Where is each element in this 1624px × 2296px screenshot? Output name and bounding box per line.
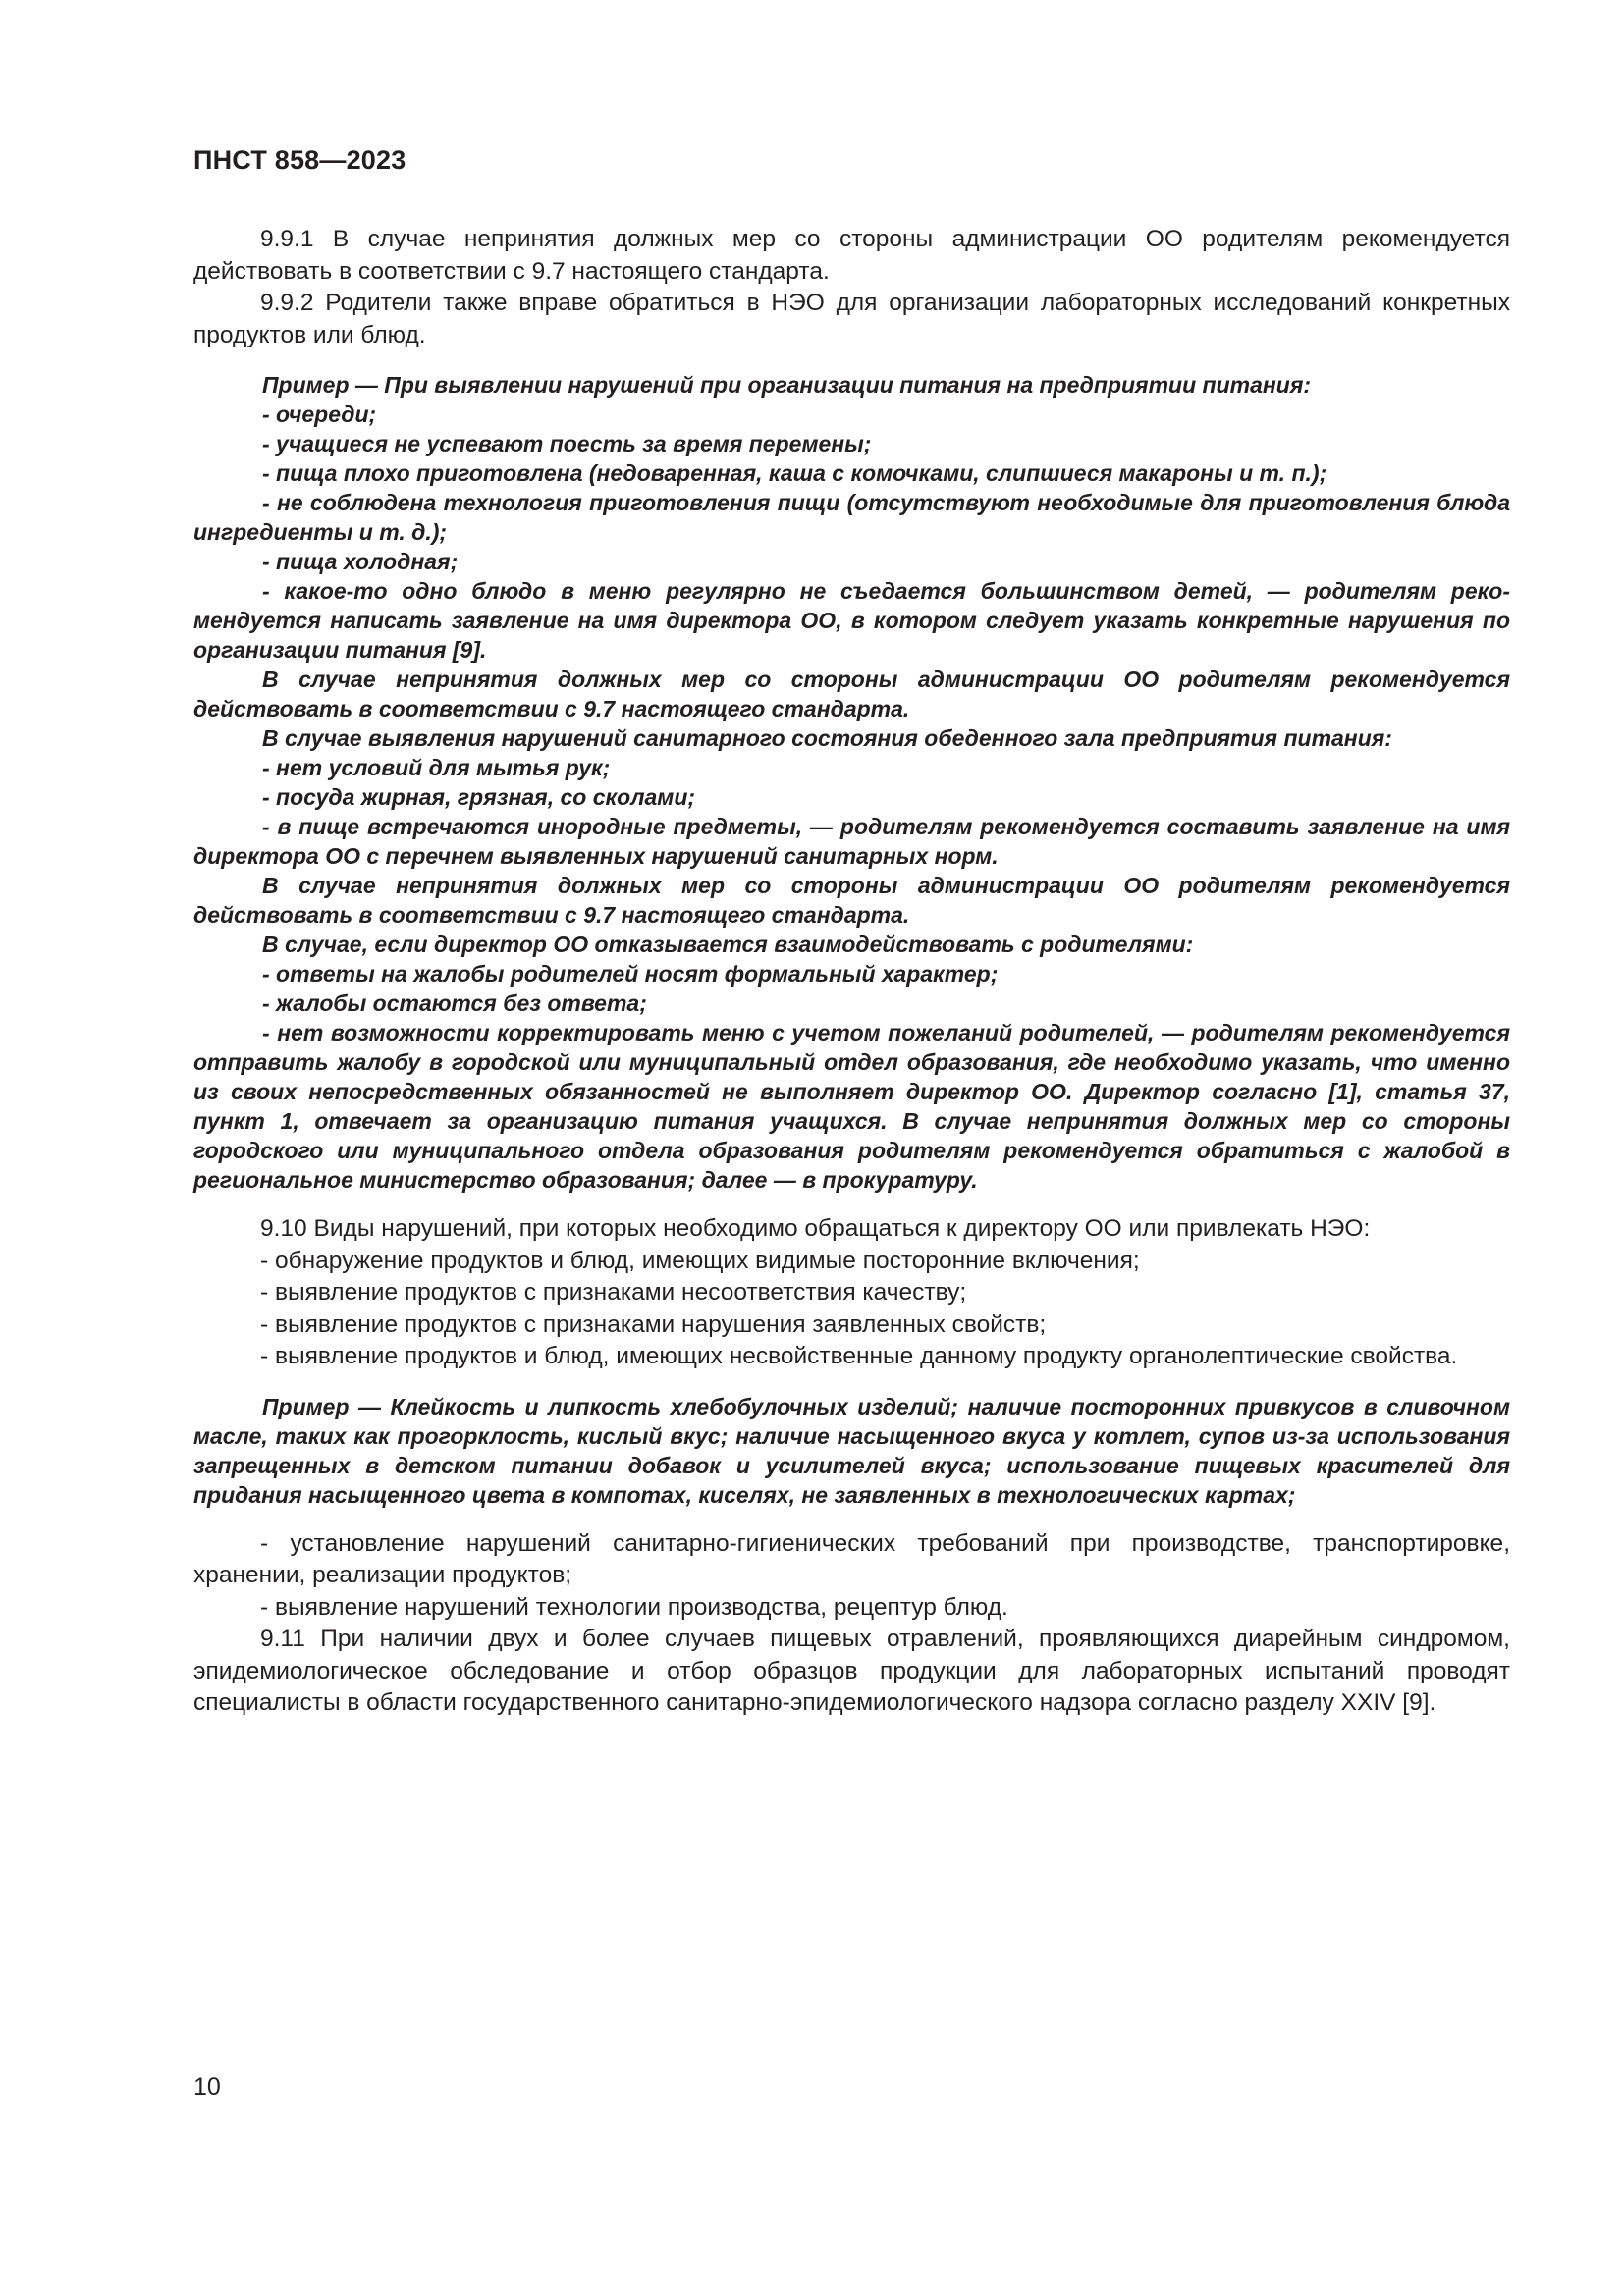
clause-9-10-intro: 9.10 Виды нарушений, при которых необходимо обращаться к директору ОО или привлекать НЭО:: [260, 1215, 1371, 1242]
list-item: - установление нарушений санитарно-гигиенических требований при производстве, транспортировке, хранении, реализации продуктов;: [193, 1529, 1510, 1588]
list-item: - обнаружение продуктов и блюд, имеющих видимые посторонние включения;: [260, 1247, 1140, 1274]
clause-9-11: 9.11 При наличии двух и более случаев пищевых отравлений, проявляющихся диарейным синдромом, эпидемиологическое обследование и отбор образцов продукции для лабораторных испытаний проводят специалисты в области государственного санитарно-эпидемиологического надзора согласно разделу XXIV [9].: [193, 1626, 1510, 1716]
note-list-item: - ответы на жалобы родителей носят формальный характер;: [262, 961, 999, 987]
note-list-item: - нет условий для мытья рук;: [262, 755, 611, 780]
note-paragraph: В случае непринятия должных мер со стороны администрации ОО родителям рекомендуется действовать в соответствии с 9.7 настоящего стандарта.: [193, 667, 1510, 721]
note-list-item: - посуда жирная, грязная, со сколами;: [262, 784, 696, 810]
note-paragraph: В случае, если директор ОО отказывается взаимодействовать с родителями:: [262, 932, 1194, 957]
note-list-item: - очереди;: [262, 401, 377, 427]
note-list-item: - какое-то одно блюдо в меню регулярно не съедается большинством детей, — родителям рекомендуется написать заявление на имя директора ОО, в котором следует указать конкретные нарушения по организации питания [9].: [193, 578, 1510, 663]
list-item: - выявление нарушений технологии производства, рецептур блюд.: [260, 1593, 1008, 1621]
example-note-2: [193, 1392, 1510, 1510]
note-paragraph: В случае выявления нарушений санитарного состояния обеденного зала предприятия питания:: [262, 725, 1392, 751]
note-paragraph: Пример — При выявлении нарушений при организации питания на предприятии питания:: [262, 372, 1312, 398]
list-item: - выявление продуктов с признаками несоответствия качеству;: [260, 1279, 967, 1306]
example-note-1: [193, 370, 1510, 1195]
note-list-item: - учащиеся не успевают поесть за время перемены;: [262, 431, 872, 456]
note-paragraph: В случае непринятия должных мер со стороны администрации ОО родителям рекомендуется действовать в соответствии с 9.7 настоящего стандарта.: [193, 873, 1510, 928]
note-list-item: - в пище встречаются инородные предметы, — родителям рекомендуется составить заявление на имя директора ОО с перечнем выявленных нарушений санитарных норм.: [193, 814, 1510, 869]
document-body: [193, 224, 1510, 1720]
clause-9-9-1: 9.9.1 В случае непринятия должных мер со стороны администрации ОО родителям рекомендуется действовать в соответствии с 9.7 настоящего стандарта.: [193, 226, 1510, 285]
note-list-item: - не соблюдена технология приготовления пищи (отсутствуют необходимые для приготовления блюда ингредиенты и т. д.);: [193, 490, 1510, 545]
list-item: - выявление продуктов с признаками нарушения заявленных свойств;: [260, 1310, 1047, 1338]
clause-continuation: [193, 1528, 1510, 1720]
note-list-item: - жалобы остаются без ответа;: [262, 990, 647, 1016]
clause-9-9-2: 9.9.2 Родители также вправе обратиться в НЭО для организации лабораторных исследований конкретных продуктов или блюд.: [193, 290, 1510, 348]
note-list-item: - пища холодная;: [262, 549, 459, 574]
note-list-item: - пища плохо приготовлена (недоваренная, каша с комочками, слипшиеся макароны и т. п.);: [262, 460, 1327, 486]
list-item: - выявление продуктов и блюд, имеющих несвойственные данному продукту органолептические свойства.: [260, 1343, 1458, 1369]
note-paragraph: Пример — Клейкость и липкость хлебобулочных изделий; наличие посторонних привкусов в сливочном масле, таких как прогорклость, кислый вкус; наличие насыщенного вкуса у котлет, супов из-за использования запрещенных в детском питании добавок и усилителей вкуса; использование пищевых красителей для придания насыщенного цвета в компотах, киселях, не заявленных в технологических картах;: [193, 1393, 1510, 1508]
document-header: ПНСТ 858—2023: [193, 145, 406, 175]
note-list-item: - нет возможности корректировать меню с учетом пожеланий родителей, — родителям рекомендуется отправить жалобу в городской или муниципальный отдел образования, где необходимо указать, что именно из своих непосредственных обязанностей не выполняет директор ОО. Директор согласно [1], статья 37, пункт 1, отвечает за организацию питания учащихся. В случае непринятия должных мер со стороны городского или муниципального отдела образования родителям рекомендуется обратиться с жалобой в региональное министерство образования; далее — в прокуратуру.: [193, 1020, 1510, 1193]
clause-9-10: [193, 1213, 1510, 1373]
page-number: 10: [193, 2073, 221, 2101]
